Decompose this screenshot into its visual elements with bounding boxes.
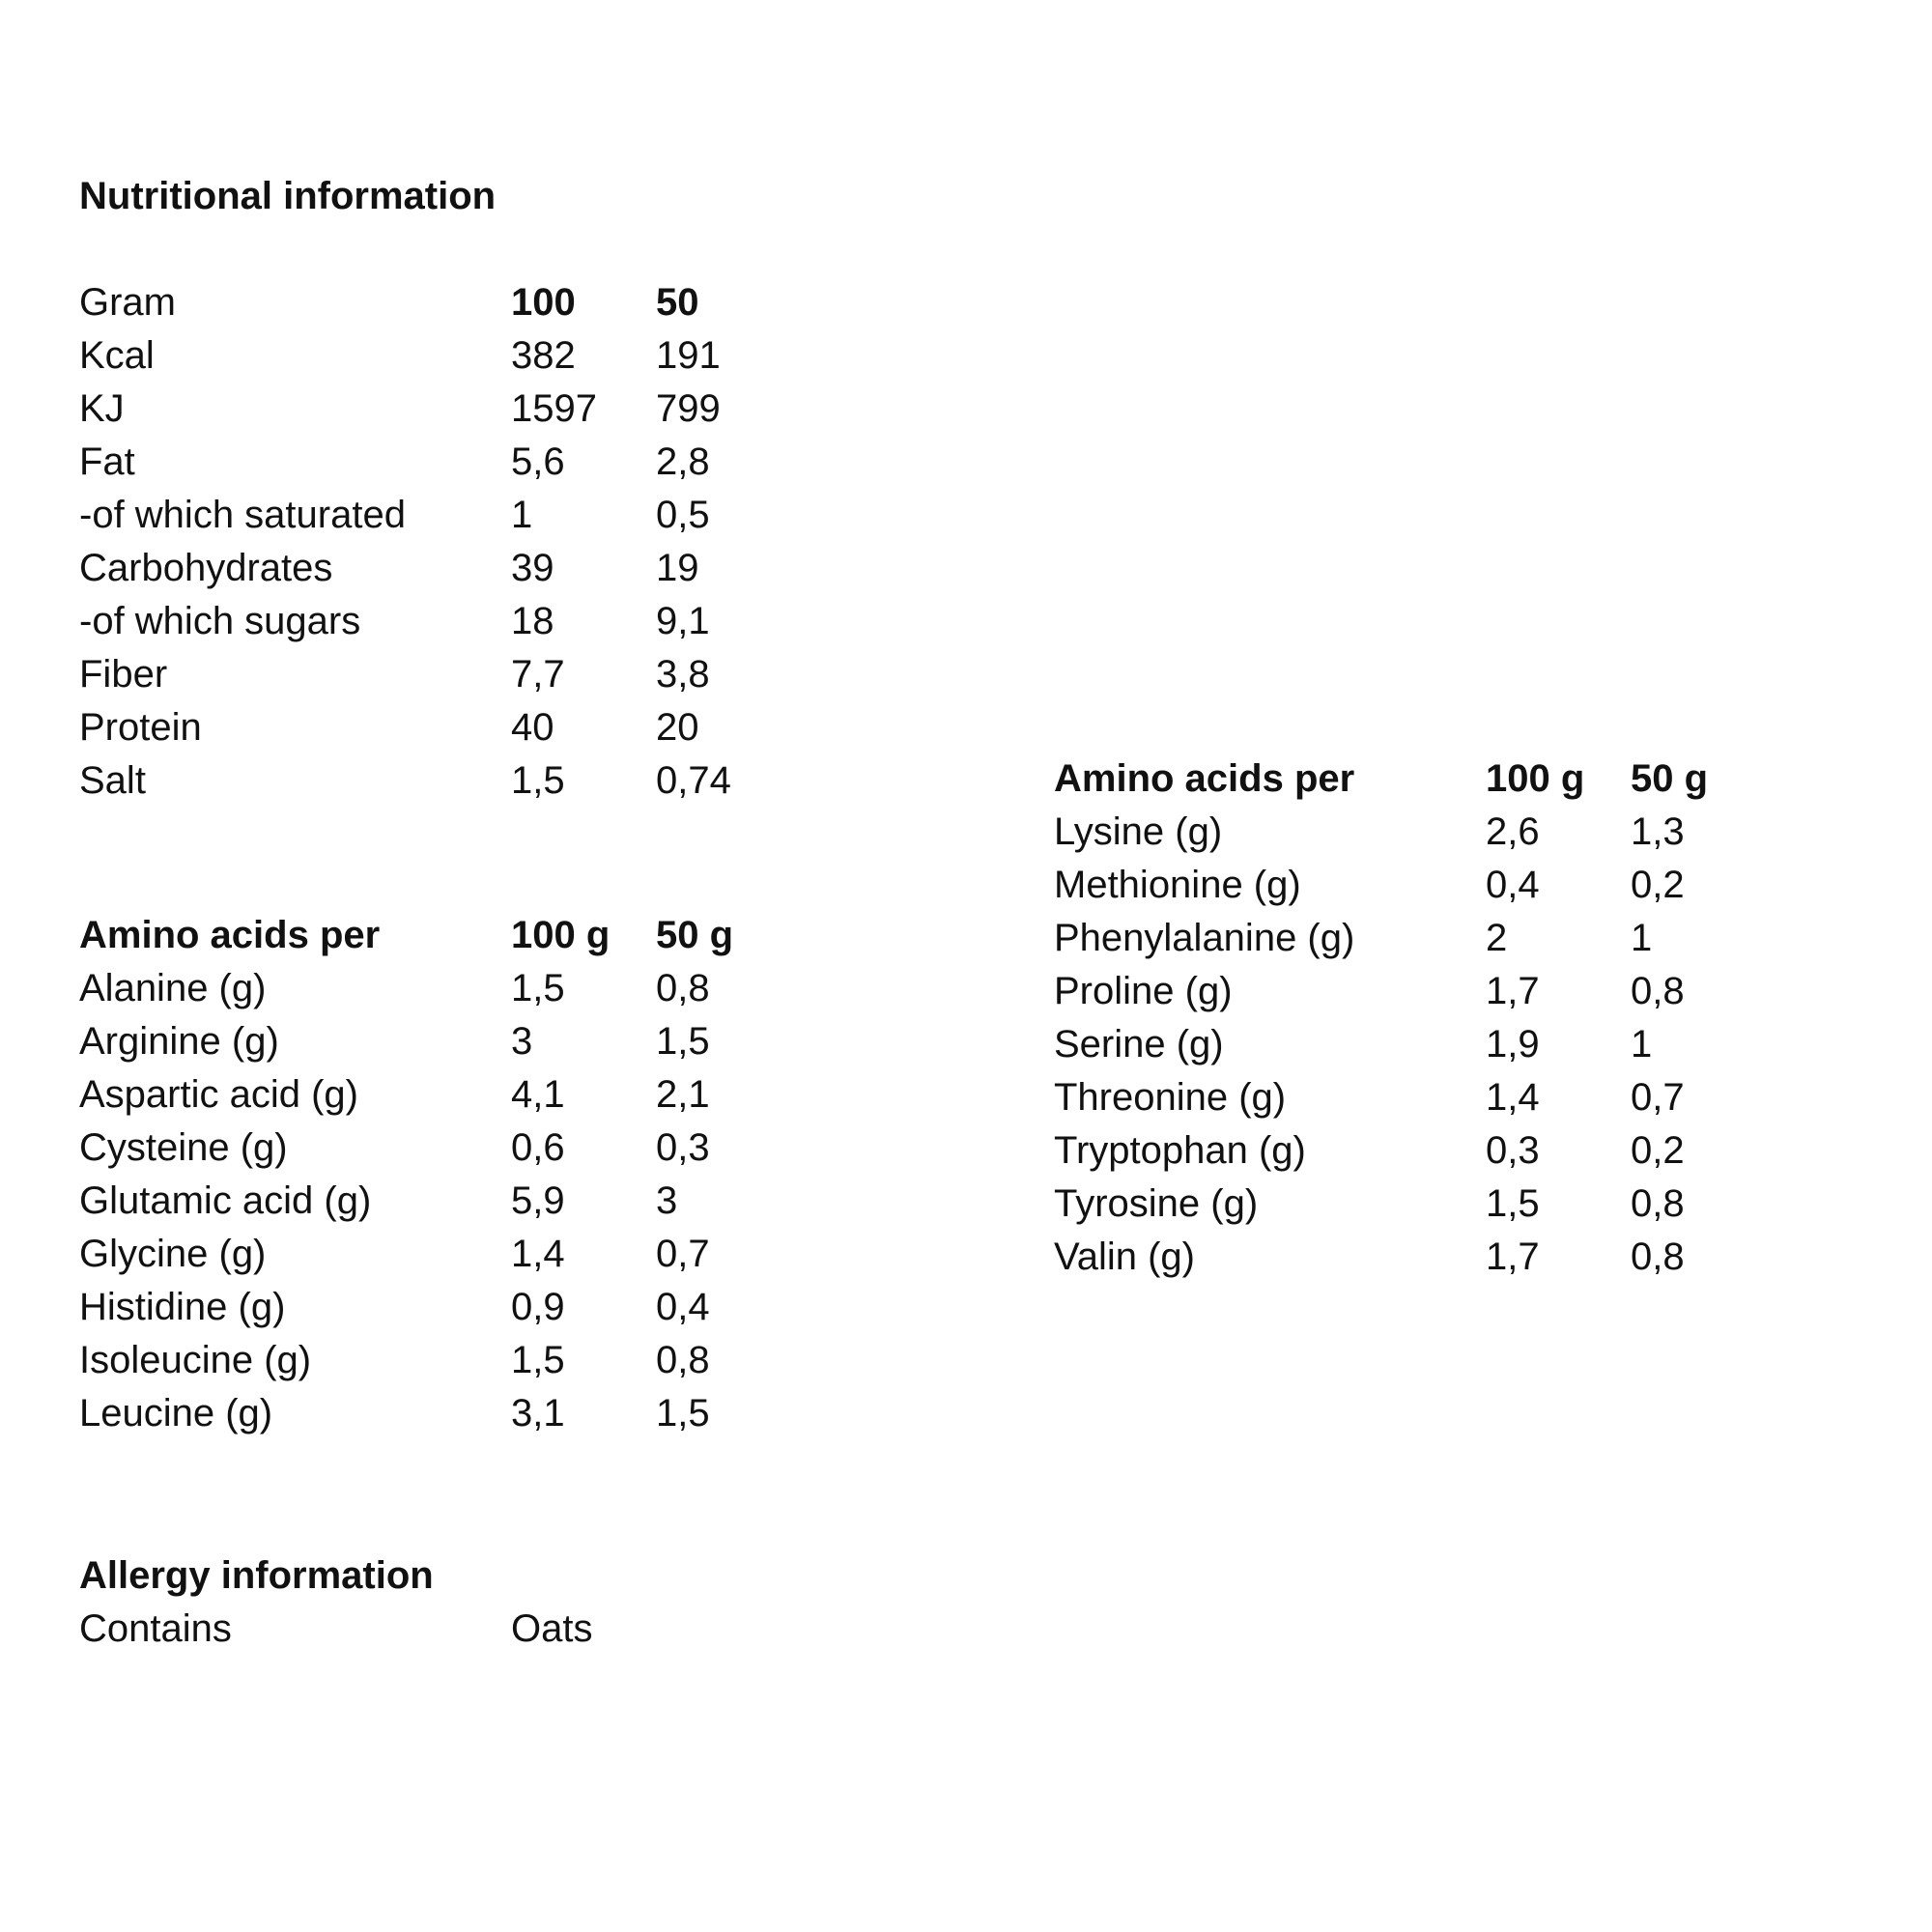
amino-value-100: 1,4 [511,1233,565,1275]
amino-value-50: 0,8 [1631,1182,1685,1225]
amino-value-100: 4,1 [511,1073,565,1116]
amino-label: Methionine (g) [1054,864,1301,906]
amino-value-50: 1,5 [656,1392,710,1435]
amino-value-50: 1,3 [1631,810,1685,853]
amino-row [79,1334,755,1387]
amino-value-100: 1,5 [1486,1182,1540,1225]
amino-label: Serine (g) [1054,1023,1224,1065]
nutrition-value-50: 20 [656,706,699,749]
amino-value-50: 0,2 [1631,864,1685,906]
nutrition-label: Gram [79,281,176,324]
amino-value-100: 5,9 [511,1179,565,1222]
allergy-title: Allergy information [79,1554,434,1597]
nutrition-value-50: 19 [656,547,699,589]
nutrition-table [79,276,755,808]
amino-value-50: 2,1 [656,1073,710,1116]
amino-row [79,1175,755,1228]
nutrition-label: KJ [79,387,125,430]
allergy-row [79,1603,755,1656]
amino-value-50: 1 [1631,1023,1653,1065]
amino-value-100: 0,3 [1486,1129,1540,1172]
amino-label: Phenylalanine (g) [1054,917,1355,959]
nutrition-title: Nutritional information [79,175,497,217]
nutrition-value-100: 7,7 [511,653,565,696]
amino-value-50: 0,8 [1631,1236,1685,1278]
amino-label: Leucine (g) [79,1392,273,1435]
amino-row [79,962,755,1015]
nutrition-value-50: 799 [656,387,721,430]
nutrition-value-50: 9,1 [656,600,710,642]
amino-header-label: Amino acids per [79,914,381,956]
amino-value-50: 0,8 [656,1339,710,1381]
amino-header-50: 50 g [656,914,734,956]
amino-row [1054,965,1827,1018]
nutrition-value-100: 1597 [511,387,597,430]
amino-label: Valin (g) [1054,1236,1195,1278]
amino-value-50: 0,8 [656,967,710,1009]
nutrition-label: -of which saturated [79,494,406,536]
nutrition-row [79,701,755,754]
amino-value-100: 1,5 [511,967,565,1009]
amino-value-50: 0,2 [1631,1129,1685,1172]
nutrition-label: -of which sugars [79,600,361,642]
nutrition-value-50: 50 [656,281,699,324]
amino-row [1054,912,1827,965]
amino-header-row [79,909,755,962]
nutrition-value-100: 382 [511,334,576,377]
nutrition-row [79,329,755,383]
amino-value-100: 1,4 [1486,1076,1540,1119]
nutrition-label: Fiber [79,653,168,696]
allergy-table [79,1603,755,1656]
nutrition-label: Salt [79,759,146,802]
amino-value-100: 3,1 [511,1392,565,1435]
amino-acids-table-left [79,909,755,1440]
amino-label: Isoleucine (g) [79,1339,312,1381]
nutrition-value-100: 1,5 [511,759,565,802]
amino-row [79,1015,755,1068]
amino-value-100: 0,4 [1486,864,1540,906]
amino-value-100: 1,7 [1486,1236,1540,1278]
nutrition-label: Protein [79,706,202,749]
amino-row [1054,1178,1827,1231]
nutrition-value-50: 2,8 [656,440,710,483]
nutrition-value-50: 3,8 [656,653,710,696]
amino-value-100: 2 [1486,917,1508,959]
amino-label: Aspartic acid (g) [79,1073,358,1116]
amino-value-100: 2,6 [1486,810,1540,853]
nutrition-value-100: 39 [511,547,554,589]
amino-label: Tryptophan (g) [1054,1129,1306,1172]
amino-value-50: 0,7 [656,1233,710,1275]
nutrition-row [79,542,755,595]
nutrition-value-100: 1 [511,494,533,536]
nutrition-row [79,436,755,489]
nutrition-row [79,754,755,808]
nutrition-label: Kcal [79,334,155,377]
amino-label: Alanine (g) [79,967,267,1009]
amino-value-50: 0,4 [656,1286,710,1328]
amino-value-50: 0,7 [1631,1076,1685,1119]
amino-row [1054,1018,1827,1071]
amino-label: Tyrosine (g) [1054,1182,1259,1225]
amino-label: Cysteine (g) [79,1126,288,1169]
amino-header-label: Amino acids per [1054,757,1355,800]
amino-label: Arginine (g) [79,1020,279,1063]
amino-row [79,1122,755,1175]
amino-label: Glycine (g) [79,1233,267,1275]
amino-value-100: 0,9 [511,1286,565,1328]
nutrition-header-row [79,276,755,329]
nutrition-value-50: 191 [656,334,721,377]
amino-acids-table-right [1054,753,1827,1284]
nutrition-value-100: 100 [511,281,576,324]
amino-row [1054,1124,1827,1178]
nutrition-value-100: 40 [511,706,554,749]
amino-label: Histidine (g) [79,1286,286,1328]
allergy-label: Contains [79,1607,232,1650]
amino-row [1054,1231,1827,1284]
nutrition-label: Carbohydrates [79,547,333,589]
amino-value-100: 1,7 [1486,970,1540,1012]
nutrition-value-50: 0,74 [656,759,731,802]
amino-value-100: 1,5 [511,1339,565,1381]
nutrition-row [79,595,755,648]
amino-header-50: 50 g [1631,757,1709,800]
amino-row [79,1387,755,1440]
amino-label: Proline (g) [1054,970,1233,1012]
amino-row [1054,806,1827,859]
amino-row [1054,859,1827,912]
amino-row [79,1228,755,1281]
amino-value-50: 1 [1631,917,1653,959]
nutrition-value-100: 5,6 [511,440,565,483]
allergy-value: Oats [511,1607,593,1650]
amino-row [79,1281,755,1334]
amino-value-50: 1,5 [656,1020,710,1063]
nutrition-label: Fat [79,440,135,483]
nutrition-row [79,383,755,436]
amino-value-50: 0,3 [656,1126,710,1169]
amino-label: Lysine (g) [1054,810,1223,853]
amino-label: Threonine (g) [1054,1076,1287,1119]
amino-value-50: 0,8 [1631,970,1685,1012]
nutrition-value-50: 0,5 [656,494,710,536]
amino-header-100: 100 g [511,914,611,956]
nutrition-row [79,648,755,701]
amino-row [1054,1071,1827,1124]
nutrition-row [79,489,755,542]
amino-value-100: 1,9 [1486,1023,1540,1065]
amino-value-100: 0,6 [511,1126,565,1169]
amino-value-50: 3 [656,1179,678,1222]
amino-header-100: 100 g [1486,757,1585,800]
amino-row [79,1068,755,1122]
nutrition-value-100: 18 [511,600,554,642]
amino-label: Glutamic acid (g) [79,1179,372,1222]
amino-value-100: 3 [511,1020,533,1063]
amino-header-row [1054,753,1827,806]
